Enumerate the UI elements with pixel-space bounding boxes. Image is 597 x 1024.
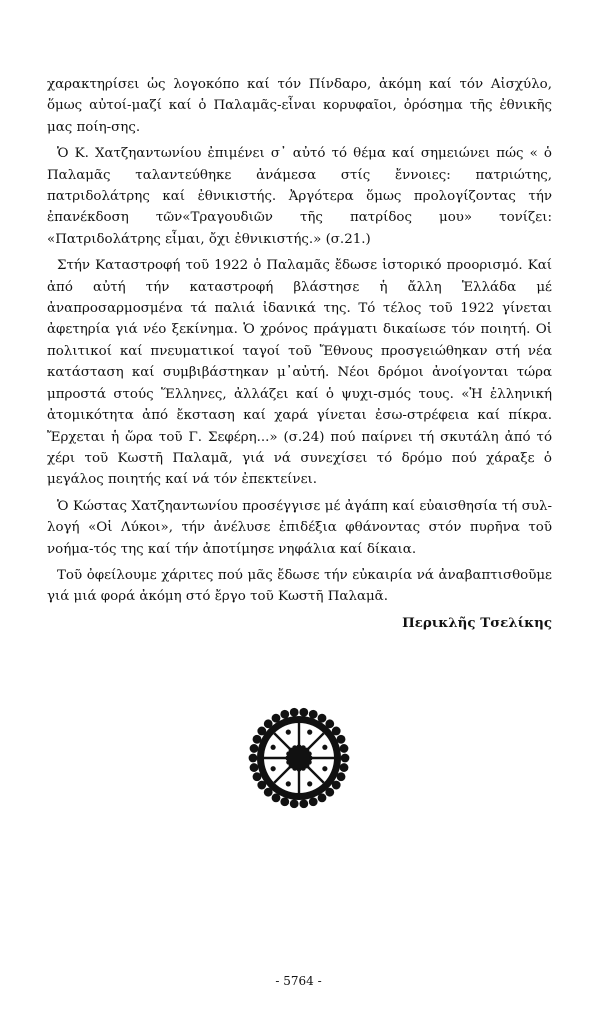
body-text bbox=[47, 74, 552, 634]
paragraph-continuation: χαρακτηρίσει ὡς λογοκόπο καί τόν Πίνδαρο, ἀκόμη καί τόν Αἰσχύλο, ὅμως αὐτοί-μαζί καί ὁ Παλαμᾶς-εἶναι κορυφαῖοι, ὀρόσημα τῆς ἐθνικῆς μας ποίη-σης. bbox=[47, 77, 552, 135]
author-signature: Περικλῆς Τσελίκης bbox=[402, 614, 552, 631]
sun-wheel-ornament-icon bbox=[246, 705, 352, 811]
page-number: - 5764 - bbox=[275, 974, 322, 988]
paragraph-approach: Ὁ Κώστας Χατζηαντωνίου προσέγγισε μέ ἀγάπη καί εὐαισθησία τή συλ-λογή «Οἱ Λύκοι», τήν ἀνέλυσε ἐπιδέξια φθάνοντας στόν πυρῆνα τοῦ νοήμα-τός της καί τήν ἀποτίμησε νηφάλια καί δίκαια. bbox=[47, 498, 552, 557]
paragraph-catastrophe: Στήν Καταστροφή τοῦ 1922 ὁ Παλαμᾶς ἔδωσε ἱστορικό προορισμό. Καί ἀπό αὐτή τήν καταστροφή βλάστησε ἡ ἄλλη Ἑλλάδα μέ ἀναπροσαρμοσμένα τά παλιά ἰδανικά της. Τό τέλος τοῦ 1922 γίνεται ἀφετηρία γιά νέο ξεκίνημα. Ὁ χρόνος πράγματι δικαίωσε τόν ποιητή. Οἱ πολιτικοί καί πνευματικοί ταγοί τοῦ Ἔθνους προσγειώθηκαν στή νέα κατάσταση καί συμβιβάστηκαν μ᾽αὐτή. Νέοι δρόμοι ἀνοίγονται τώρα μπροστά στούς Ἕλληνες, ἀλλάζει καί ὁ ψυχι-σμός τους. «Ἡ ἑλληνική ἀτομικότητα ἀπό ἔκσταση καί χαρά γίνεται ἐσω-στρέφεια καί πίκρα. Ἔρχεται ἡ ὥρα τοῦ Γ. Σεφέρη...» (σ.24) πού παίρνει τή σκυτάλη ἀπό τό χέρι τοῦ Κωστῆ Παλαμᾶ, γιά νά συνεχίσει τό δρόμο πού χάραξε ὁ μεγάλος ποιητής καί νά τόν ἐπεκτείνει. bbox=[47, 258, 552, 488]
paragraph-patriotism: Ὁ Κ. Χατζηαντωνίου ἐπιμένει σ᾽ αὐτό τό θέμα καί σημειώνει πώς « ὁ Παλαμᾶς ταλαντεύθηκε ἀνάμεσα στίς ἔννοιες: πατριώτης, πατριδολάτρης καί ἐθνικιστής. Ἀργότερα ὅμως προλογίζοντας τήν ἐπανέκδοση τῶν«Τραγουδιῶν τῆς πατρίδος μου» τονίζει: «Πατριδολάτρης εἶμαι, ὄχι ἐθνικιστής.» (σ.21.) bbox=[47, 146, 552, 247]
paragraph-thanks: Τοῦ ὀφείλουμε χάριτες πού μᾶς ἔδωσε τήν εὐκαιρία νά ἀναβαπτισθοῦμε γιά μιά φορά ἀκόμη στό ἔργο τοῦ Κωστῆ Παλαμᾶ. bbox=[47, 567, 552, 605]
